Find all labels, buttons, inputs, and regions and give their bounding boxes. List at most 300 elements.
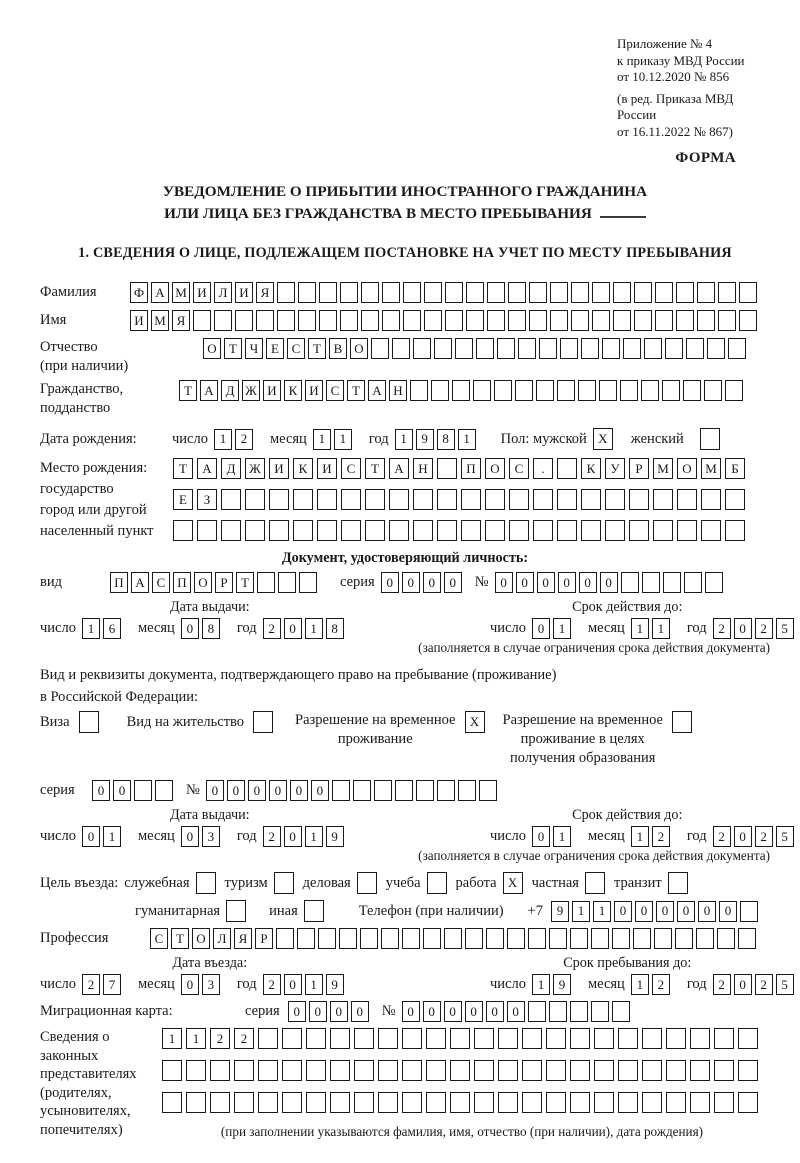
char-cell[interactable]: В: [329, 338, 347, 359]
char-cell[interactable]: 0: [227, 780, 245, 801]
char-cell[interactable]: С: [287, 338, 305, 359]
char-cell[interactable]: [599, 380, 617, 401]
char-cell[interactable]: [437, 489, 457, 510]
char-cell[interactable]: 0: [311, 780, 329, 801]
char-cell[interactable]: [613, 310, 631, 331]
char-cell[interactable]: [210, 1060, 230, 1081]
char-cell[interactable]: [426, 1092, 446, 1113]
char-cell[interactable]: [515, 380, 533, 401]
char-cell[interactable]: П: [173, 572, 191, 593]
char-cell[interactable]: С: [152, 572, 170, 593]
char-cell[interactable]: 0: [284, 826, 302, 847]
char-cell[interactable]: [197, 520, 217, 541]
char-cell[interactable]: [389, 489, 409, 510]
char-cell[interactable]: [620, 380, 638, 401]
char-cell[interactable]: [234, 1060, 254, 1081]
char-cell[interactable]: [522, 1060, 542, 1081]
char-cell[interactable]: [642, 1092, 662, 1113]
char-cell[interactable]: [416, 780, 434, 801]
char-cell[interactable]: [592, 310, 610, 331]
char-cell[interactable]: 2: [713, 974, 731, 995]
char-cell[interactable]: М: [653, 458, 673, 479]
char-cell[interactable]: [686, 338, 704, 359]
char-cell[interactable]: [403, 282, 421, 303]
char-cell[interactable]: [725, 520, 745, 541]
char-cell[interactable]: [317, 489, 337, 510]
char-cell[interactable]: [677, 520, 697, 541]
char-cell[interactable]: И: [305, 380, 323, 401]
char-cell[interactable]: [426, 1028, 446, 1049]
char-cell[interactable]: [424, 310, 442, 331]
char-cell[interactable]: [655, 282, 673, 303]
char-cell[interactable]: Ж: [242, 380, 260, 401]
char-cell[interactable]: [474, 1060, 494, 1081]
char-cell[interactable]: 0: [537, 572, 555, 593]
char-cell[interactable]: О: [203, 338, 221, 359]
char-cell[interactable]: 5: [776, 618, 794, 639]
char-cell[interactable]: 0: [635, 901, 653, 922]
char-cell[interactable]: [683, 380, 701, 401]
char-cell[interactable]: [465, 928, 483, 949]
char-cell[interactable]: [276, 928, 294, 949]
char-cell[interactable]: 1: [553, 618, 571, 639]
char-cell[interactable]: [450, 1060, 470, 1081]
char-cell[interactable]: [594, 1092, 614, 1113]
char-cell[interactable]: 0: [656, 901, 674, 922]
char-cell[interactable]: [466, 310, 484, 331]
char-cell[interactable]: [668, 872, 688, 894]
char-cell[interactable]: [427, 872, 447, 894]
char-cell[interactable]: [360, 928, 378, 949]
char-cell[interactable]: [725, 380, 743, 401]
char-cell[interactable]: [546, 1028, 566, 1049]
char-cell[interactable]: [245, 520, 265, 541]
char-cell[interactable]: [533, 489, 553, 510]
char-cell[interactable]: Р: [215, 572, 233, 593]
char-cell[interactable]: П: [461, 458, 481, 479]
char-cell[interactable]: [298, 310, 316, 331]
char-cell[interactable]: [466, 282, 484, 303]
char-cell[interactable]: [629, 520, 649, 541]
char-cell[interactable]: [507, 928, 525, 949]
char-cell[interactable]: [718, 310, 736, 331]
char-cell[interactable]: 0: [82, 826, 100, 847]
char-cell[interactable]: [378, 1092, 398, 1113]
char-cell[interactable]: [277, 310, 295, 331]
char-cell[interactable]: 1: [162, 1028, 182, 1049]
char-cell[interactable]: [293, 520, 313, 541]
char-cell[interactable]: [461, 489, 481, 510]
char-cell[interactable]: [546, 1092, 566, 1113]
char-cell[interactable]: [665, 338, 683, 359]
char-cell[interactable]: [317, 520, 337, 541]
char-cell[interactable]: [437, 780, 455, 801]
char-cell[interactable]: [714, 1028, 734, 1049]
char-cell[interactable]: О: [194, 572, 212, 593]
char-cell[interactable]: [214, 310, 232, 331]
char-cell[interactable]: А: [197, 458, 217, 479]
char-cell[interactable]: [672, 711, 692, 733]
char-cell[interactable]: [361, 310, 379, 331]
char-cell[interactable]: [487, 310, 505, 331]
char-cell[interactable]: [602, 338, 620, 359]
char-cell[interactable]: [269, 520, 289, 541]
char-cell[interactable]: [306, 1028, 326, 1049]
char-cell[interactable]: З: [197, 489, 217, 510]
char-cell[interactable]: [378, 1028, 398, 1049]
char-cell[interactable]: [461, 520, 481, 541]
char-cell[interactable]: [642, 1060, 662, 1081]
char-cell[interactable]: [258, 1060, 278, 1081]
char-cell[interactable]: [718, 282, 736, 303]
char-cell[interactable]: И: [269, 458, 289, 479]
char-cell[interactable]: [293, 489, 313, 510]
char-cell[interactable]: 0: [719, 901, 737, 922]
char-cell[interactable]: [402, 928, 420, 949]
char-cell[interactable]: [557, 489, 577, 510]
char-cell[interactable]: Я: [172, 310, 190, 331]
char-cell[interactable]: [473, 380, 491, 401]
char-cell[interactable]: [594, 1060, 614, 1081]
char-cell[interactable]: [245, 489, 265, 510]
char-cell[interactable]: [340, 282, 358, 303]
char-cell[interactable]: [557, 520, 577, 541]
char-cell[interactable]: [256, 310, 274, 331]
char-cell[interactable]: 6: [103, 618, 121, 639]
char-cell[interactable]: 1: [214, 429, 232, 450]
char-cell[interactable]: [319, 310, 337, 331]
char-cell[interactable]: Т: [236, 572, 254, 593]
char-cell[interactable]: [700, 428, 720, 450]
char-cell[interactable]: [697, 282, 715, 303]
char-cell[interactable]: X: [503, 872, 523, 894]
char-cell[interactable]: [642, 1028, 662, 1049]
char-cell[interactable]: [319, 282, 337, 303]
char-cell[interactable]: [591, 1001, 609, 1022]
char-cell[interactable]: [278, 572, 296, 593]
char-cell[interactable]: 0: [507, 1001, 525, 1022]
char-cell[interactable]: [571, 282, 589, 303]
char-cell[interactable]: [605, 520, 625, 541]
char-cell[interactable]: [714, 1092, 734, 1113]
char-cell[interactable]: 0: [444, 1001, 462, 1022]
char-cell[interactable]: Т: [179, 380, 197, 401]
char-cell[interactable]: [592, 282, 610, 303]
char-cell[interactable]: [697, 310, 715, 331]
char-cell[interactable]: [676, 282, 694, 303]
char-cell[interactable]: О: [485, 458, 505, 479]
char-cell[interactable]: .: [533, 458, 553, 479]
char-cell[interactable]: 0: [330, 1001, 348, 1022]
char-cell[interactable]: [173, 520, 193, 541]
char-cell[interactable]: 0: [698, 901, 716, 922]
char-cell[interactable]: [498, 1060, 518, 1081]
char-cell[interactable]: [696, 928, 714, 949]
char-cell[interactable]: [549, 1001, 567, 1022]
char-cell[interactable]: 2: [755, 974, 773, 995]
char-cell[interactable]: Т: [224, 338, 242, 359]
char-cell[interactable]: С: [326, 380, 344, 401]
char-cell[interactable]: [437, 458, 457, 479]
char-cell[interactable]: 0: [402, 1001, 420, 1022]
char-cell[interactable]: 9: [416, 429, 434, 450]
char-cell[interactable]: [739, 310, 757, 331]
char-cell[interactable]: [392, 338, 410, 359]
char-cell[interactable]: [226, 900, 246, 922]
char-cell[interactable]: К: [293, 458, 313, 479]
char-cell[interactable]: Я: [234, 928, 252, 949]
char-cell[interactable]: И: [193, 282, 211, 303]
char-cell[interactable]: Т: [365, 458, 385, 479]
char-cell[interactable]: [162, 1092, 182, 1113]
char-cell[interactable]: [474, 1092, 494, 1113]
char-cell[interactable]: [354, 1060, 374, 1081]
char-cell[interactable]: [571, 310, 589, 331]
char-cell[interactable]: [581, 520, 601, 541]
char-cell[interactable]: Т: [171, 928, 189, 949]
char-cell[interactable]: 0: [181, 974, 199, 995]
char-cell[interactable]: 0: [734, 618, 752, 639]
char-cell[interactable]: 2: [82, 974, 100, 995]
char-cell[interactable]: [330, 1092, 350, 1113]
char-cell[interactable]: 1: [631, 974, 649, 995]
char-cell[interactable]: [395, 780, 413, 801]
char-cell[interactable]: [509, 520, 529, 541]
char-cell[interactable]: А: [389, 458, 409, 479]
char-cell[interactable]: [662, 380, 680, 401]
char-cell[interactable]: [357, 872, 377, 894]
char-cell[interactable]: [455, 338, 473, 359]
char-cell[interactable]: 0: [558, 572, 576, 593]
char-cell[interactable]: [306, 1060, 326, 1081]
char-cell[interactable]: [666, 1060, 686, 1081]
char-cell[interactable]: [297, 928, 315, 949]
char-cell[interactable]: [339, 928, 357, 949]
char-cell[interactable]: 2: [755, 618, 773, 639]
char-cell[interactable]: [304, 900, 324, 922]
char-cell[interactable]: 0: [92, 780, 110, 801]
char-cell[interactable]: [653, 489, 673, 510]
char-cell[interactable]: [485, 489, 505, 510]
char-cell[interactable]: [235, 310, 253, 331]
char-cell[interactable]: Р: [629, 458, 649, 479]
char-cell[interactable]: 0: [532, 618, 550, 639]
char-cell[interactable]: [508, 282, 526, 303]
char-cell[interactable]: М: [701, 458, 721, 479]
char-cell[interactable]: [570, 1092, 590, 1113]
char-cell[interactable]: 1: [313, 429, 331, 450]
char-cell[interactable]: [621, 572, 639, 593]
char-cell[interactable]: 1: [395, 429, 413, 450]
char-cell[interactable]: 1: [305, 826, 323, 847]
char-cell[interactable]: [557, 458, 577, 479]
char-cell[interactable]: Л: [213, 928, 231, 949]
char-cell[interactable]: [618, 1060, 638, 1081]
char-cell[interactable]: [725, 489, 745, 510]
char-cell[interactable]: 1: [334, 429, 352, 450]
char-cell[interactable]: 2: [263, 826, 281, 847]
char-cell[interactable]: 2: [235, 429, 253, 450]
char-cell[interactable]: [381, 928, 399, 949]
char-cell[interactable]: [485, 520, 505, 541]
char-cell[interactable]: [413, 520, 433, 541]
char-cell[interactable]: Л: [214, 282, 232, 303]
char-cell[interactable]: [318, 928, 336, 949]
char-cell[interactable]: [450, 1092, 470, 1113]
char-cell[interactable]: С: [341, 458, 361, 479]
char-cell[interactable]: [382, 310, 400, 331]
char-cell[interactable]: Ж: [245, 458, 265, 479]
char-cell[interactable]: А: [200, 380, 218, 401]
char-cell[interactable]: [486, 928, 504, 949]
char-cell[interactable]: Я: [256, 282, 274, 303]
char-cell[interactable]: [560, 338, 578, 359]
char-cell[interactable]: [634, 310, 652, 331]
char-cell[interactable]: [717, 928, 735, 949]
char-cell[interactable]: [528, 1001, 546, 1022]
char-cell[interactable]: [570, 928, 588, 949]
char-cell[interactable]: 1: [553, 826, 571, 847]
char-cell[interactable]: Е: [266, 338, 284, 359]
char-cell[interactable]: [546, 1060, 566, 1081]
char-cell[interactable]: [738, 1092, 758, 1113]
char-cell[interactable]: [714, 1060, 734, 1081]
char-cell[interactable]: Ч: [245, 338, 263, 359]
char-cell[interactable]: 1: [186, 1028, 206, 1049]
char-cell[interactable]: 0: [423, 572, 441, 593]
char-cell[interactable]: [644, 338, 662, 359]
char-cell[interactable]: 0: [600, 572, 618, 593]
char-cell[interactable]: [738, 928, 756, 949]
char-cell[interactable]: [437, 520, 457, 541]
char-cell[interactable]: [258, 1028, 278, 1049]
char-cell[interactable]: [365, 520, 385, 541]
char-cell[interactable]: 8: [437, 429, 455, 450]
char-cell[interactable]: Д: [221, 380, 239, 401]
char-cell[interactable]: [612, 1001, 630, 1022]
char-cell[interactable]: М: [151, 310, 169, 331]
char-cell[interactable]: [642, 572, 660, 593]
char-cell[interactable]: [365, 489, 385, 510]
char-cell[interactable]: [704, 380, 722, 401]
char-cell[interactable]: 1: [305, 618, 323, 639]
char-cell[interactable]: [298, 282, 316, 303]
char-cell[interactable]: О: [350, 338, 368, 359]
char-cell[interactable]: С: [150, 928, 168, 949]
char-cell[interactable]: [663, 572, 681, 593]
char-cell[interactable]: [155, 780, 173, 801]
pages-blank-line[interactable]: [600, 203, 646, 218]
char-cell[interactable]: 0: [309, 1001, 327, 1022]
char-cell[interactable]: [578, 380, 596, 401]
char-cell[interactable]: [591, 928, 609, 949]
char-cell[interactable]: [738, 1028, 758, 1049]
char-cell[interactable]: [423, 928, 441, 949]
char-cell[interactable]: [257, 572, 275, 593]
char-cell[interactable]: [641, 380, 659, 401]
char-cell[interactable]: [570, 1001, 588, 1022]
char-cell[interactable]: 0: [181, 618, 199, 639]
char-cell[interactable]: 0: [614, 901, 632, 922]
char-cell[interactable]: 0: [284, 618, 302, 639]
char-cell[interactable]: [306, 1092, 326, 1113]
char-cell[interactable]: 1: [82, 618, 100, 639]
char-cell[interactable]: [677, 489, 697, 510]
char-cell[interactable]: [403, 310, 421, 331]
char-cell[interactable]: 0: [288, 1001, 306, 1022]
char-cell[interactable]: 0: [677, 901, 695, 922]
char-cell[interactable]: 2: [263, 618, 281, 639]
char-cell[interactable]: [253, 711, 273, 733]
char-cell[interactable]: [445, 282, 463, 303]
char-cell[interactable]: [550, 282, 568, 303]
char-cell[interactable]: 0: [381, 572, 399, 593]
char-cell[interactable]: [618, 1028, 638, 1049]
char-cell[interactable]: 2: [210, 1028, 230, 1049]
char-cell[interactable]: [570, 1028, 590, 1049]
char-cell[interactable]: 0: [284, 974, 302, 995]
char-cell[interactable]: [676, 310, 694, 331]
char-cell[interactable]: 1: [305, 974, 323, 995]
char-cell[interactable]: [701, 520, 721, 541]
char-cell[interactable]: 1: [631, 826, 649, 847]
char-cell[interactable]: [354, 1092, 374, 1113]
char-cell[interactable]: [196, 872, 216, 894]
char-cell[interactable]: [740, 901, 758, 922]
char-cell[interactable]: [186, 1060, 206, 1081]
char-cell[interactable]: 1: [593, 901, 611, 922]
char-cell[interactable]: [79, 711, 99, 733]
char-cell[interactable]: 2: [652, 826, 670, 847]
char-cell[interactable]: О: [677, 458, 697, 479]
char-cell[interactable]: [434, 338, 452, 359]
char-cell[interactable]: 2: [263, 974, 281, 995]
char-cell[interactable]: [690, 1028, 710, 1049]
char-cell[interactable]: 8: [202, 618, 220, 639]
char-cell[interactable]: И: [317, 458, 337, 479]
char-cell[interactable]: [738, 1060, 758, 1081]
char-cell[interactable]: [633, 928, 651, 949]
char-cell[interactable]: [479, 780, 497, 801]
char-cell[interactable]: [529, 310, 547, 331]
char-cell[interactable]: Н: [413, 458, 433, 479]
char-cell[interactable]: [497, 338, 515, 359]
char-cell[interactable]: Д: [221, 458, 241, 479]
char-cell[interactable]: [186, 1092, 206, 1113]
char-cell[interactable]: [557, 380, 575, 401]
char-cell[interactable]: [522, 1092, 542, 1113]
char-cell[interactable]: А: [368, 380, 386, 401]
char-cell[interactable]: 3: [202, 826, 220, 847]
char-cell[interactable]: [426, 1060, 446, 1081]
char-cell[interactable]: [509, 489, 529, 510]
char-cell[interactable]: [274, 872, 294, 894]
char-cell[interactable]: [378, 1060, 398, 1081]
char-cell[interactable]: [389, 520, 409, 541]
char-cell[interactable]: 0: [181, 826, 199, 847]
char-cell[interactable]: [402, 1092, 422, 1113]
char-cell[interactable]: Р: [255, 928, 273, 949]
char-cell[interactable]: [494, 380, 512, 401]
char-cell[interactable]: 9: [326, 974, 344, 995]
char-cell[interactable]: [299, 572, 317, 593]
char-cell[interactable]: 1: [631, 618, 649, 639]
char-cell[interactable]: 1: [532, 974, 550, 995]
char-cell[interactable]: 1: [103, 826, 121, 847]
char-cell[interactable]: 2: [234, 1028, 254, 1049]
char-cell[interactable]: [450, 1028, 470, 1049]
char-cell[interactable]: [382, 282, 400, 303]
